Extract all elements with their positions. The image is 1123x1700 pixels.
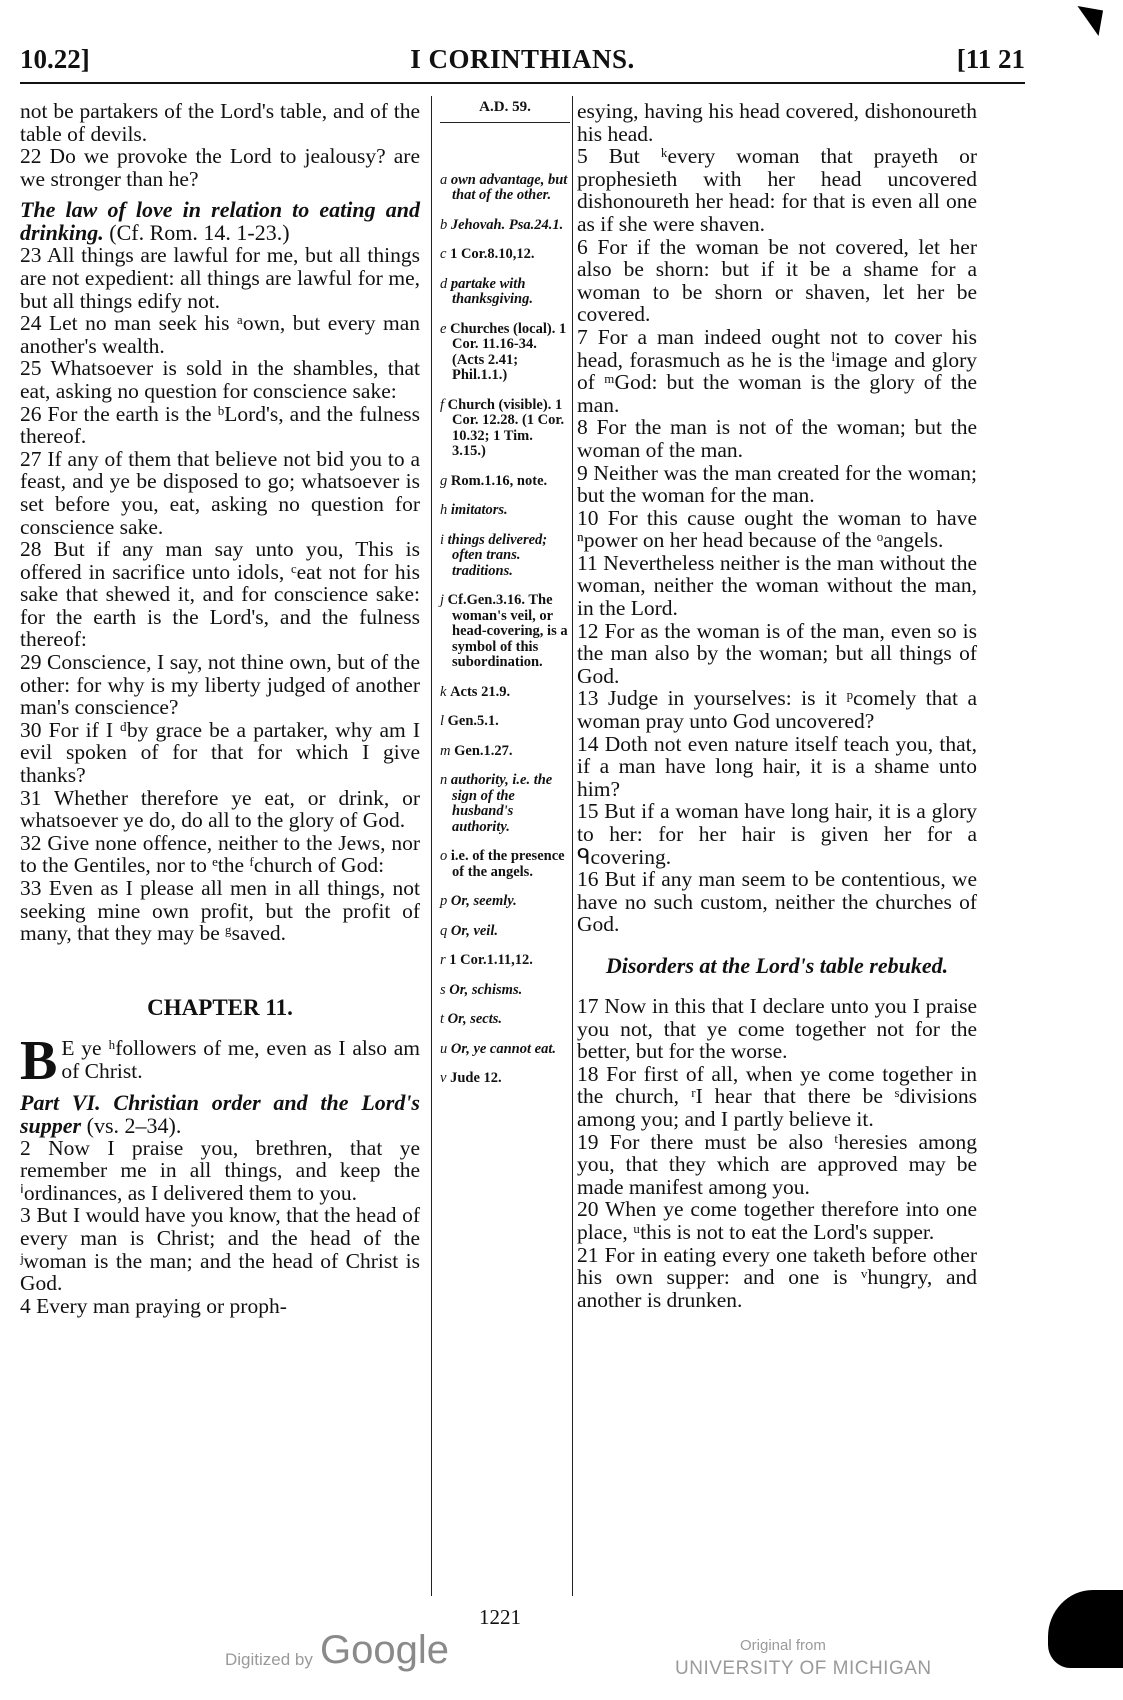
section-heading <box>20 198 420 244</box>
column-divider-left <box>431 96 432 1596</box>
note-text: Gen.1.27. <box>454 742 513 759</box>
note-text: Gen.5.1. <box>447 713 499 729</box>
note-text: Jude 12. <box>450 1070 502 1086</box>
marginal-note <box>440 322 570 384</box>
left-text-column <box>20 100 420 1317</box>
note-text: Or, seemly. <box>450 893 517 909</box>
marginal-note <box>440 503 570 519</box>
verse-paragraph: 18 For first of all, when ye come together in the church, ʳI hear that there be ˢdivisions among you; and I partly believe it. <box>577 1061 977 1131</box>
verse-paragraph: 15 But if a woman have long hair, it is a glory to her: for her hair is given her for a ᑫcovering. <box>577 799 977 869</box>
note-text: Church (visible). 1 Cor. 12.28. (1 Cor. 10.32; 1 Tim. 3.15.) <box>447 396 565 459</box>
header-rule <box>20 82 1025 84</box>
chapter-opening-text: E ye ʰfollowers of me, even as I also am of Christ. <box>61 1036 420 1083</box>
note-text: Or, schisms. <box>449 981 523 998</box>
verse-paragraph: 20 When ye come together therefore into one place, ᵘthis is not to eat the Lord's supper. <box>577 1197 977 1244</box>
marginal-note <box>440 1012 570 1028</box>
section-heading-reference: (Cf. Rom. 14. 1-23.) <box>103 220 290 246</box>
verse-paragraph: 10 For this cause ought the woman to have ⁿpower on her head because of the ᵒangels. <box>577 505 977 553</box>
note-key: o <box>440 848 448 864</box>
note-key: m <box>440 742 451 759</box>
note-key: u <box>440 1040 448 1057</box>
note-key: t <box>440 1011 445 1027</box>
verse-paragraph: 25 Whatsoever is sold in the shambles, that eat, asking no question for conscience sake: <box>20 356 420 403</box>
marginal-note <box>440 773 570 835</box>
verse-paragraph: 21 For in eating every one taketh before other his own supper: and one is ᵛhungry, and another is drunken. <box>577 1242 977 1312</box>
note-text: own advantage, but that of the other. <box>450 171 568 203</box>
note-text: imitators. <box>450 502 508 518</box>
digitized-by-label: Digitized by <box>225 1650 313 1669</box>
reference-column <box>440 100 570 1101</box>
verse-paragraph: 13 Judge in yourselves: is it ᵖcomely that a woman pray unto God uncovered? <box>577 686 977 734</box>
verse-paragraph: 12 For as the woman is of the man, even so is the man also by the woman; but all things of God. <box>577 618 977 688</box>
marginal-note <box>440 714 570 730</box>
chapter-opening-verse <box>20 1030 420 1093</box>
marginal-note <box>440 474 570 490</box>
scan-shadow <box>1048 1590 1123 1668</box>
google-logo: Google <box>320 1628 449 1672</box>
marginal-note <box>440 173 570 204</box>
verse-paragraph: 29 Conscience, I say, not thine own, but of the other: for why is my liberty judged of another man's conscience? <box>20 650 420 720</box>
section-heading-title: Part VI. Christian order and the Lord's supper <box>20 1089 420 1138</box>
page-number: 1221 <box>479 1605 521 1629</box>
note-key: c <box>440 246 447 262</box>
verse-paragraph: 6 For if the woman be not covered, let her also be shorn: but if it be a shame for a woman to be shorn or shaven, let her be covered. <box>577 234 977 327</box>
section-heading <box>20 1091 420 1137</box>
book-title: I CORINTHIANS. <box>410 44 635 74</box>
header-left-ref: 10.22] <box>20 44 90 74</box>
note-key: i <box>440 531 445 548</box>
note-key: a <box>440 171 448 188</box>
note-text: authority, i.e. the sign of the husband's authority. <box>450 772 553 835</box>
marginal-note <box>440 894 570 910</box>
note-text: things delivered; often trans. traditions. <box>447 531 548 579</box>
header-right-ref: [11 21 <box>956 44 1025 74</box>
note-key: g <box>440 472 448 489</box>
marginal-note <box>440 593 570 671</box>
note-key: p <box>440 893 448 909</box>
note-text: Or, sects. <box>447 1011 503 1027</box>
section-heading-reference: (vs. 2–34). <box>81 1112 182 1138</box>
note-key: k <box>440 683 447 700</box>
note-key: r <box>440 952 446 968</box>
verse-paragraph: 11 Nevertheless neither is the man without the woman, neither the woman without the man, in the Lord. <box>577 550 977 621</box>
verse-paragraph: 4 Every man praying or proph- <box>20 1293 287 1318</box>
note-key: n <box>440 772 448 788</box>
section-heading: Disorders at the Lord's table rebuked. <box>605 952 949 978</box>
marginal-note <box>440 277 570 308</box>
drop-cap: B <box>20 1030 58 1093</box>
verse-paragraph: 28 But if any man say unto you, This is offered in sacrifice unto idols, ᶜeat not for his sake that shewed it, and for conscience sake: for the earth is the Lord's, and the fulness thereof: <box>20 537 420 652</box>
marginal-note <box>440 924 570 940</box>
column-divider-right <box>572 96 573 1596</box>
verse-paragraph: 16 But if any man seem to be contentious, we have no such custom, neither the churches of God. <box>577 867 977 937</box>
section-heading-title: The law of love in relation to eating and drinking. <box>20 197 420 246</box>
verse-paragraph: 26 For the earth is the ᵇLord's, and the fulness thereof. <box>20 401 420 449</box>
note-key: l <box>440 713 445 729</box>
marginal-notes <box>440 173 570 1087</box>
verse-paragraph: 32 Give none offence, neither to the Jews, nor to the Gentiles, nor to ᵉthe ᶠchurch of God: <box>20 830 420 878</box>
corner-arrow-icon <box>1073 6 1103 36</box>
verse-paragraph: 19 For there must be also ᵗheresies among you, that they which are approved may be made manifest among you. <box>577 1129 977 1199</box>
date-label: A.D. 59. <box>440 100 570 123</box>
marginal-note <box>440 1071 570 1087</box>
right-text-column <box>577 100 977 1311</box>
verse-paragraph: 27 If any of them that believe not bid you to a feast, and ye be disposed to go; whatsoever is set before you, eat, asking no question for conscience sake. <box>20 446 420 539</box>
note-text: i.e. of the presence of the angels. <box>450 848 565 880</box>
note-text: Or, veil. <box>450 922 498 939</box>
verse-paragraph: 7 For a man indeed ought not to cover his head, forasmuch as he is the ˡimage and glory of ᵐGod: but the woman is the glory of the man. <box>577 324 977 417</box>
note-text: Churches (local). 1 Cor. 11.16-34. (Acts 2.41; Phil.1.1.) <box>450 320 567 383</box>
marginal-note <box>440 1042 570 1058</box>
verse-paragraph: 14 Doth not even nature itself teach you, that, if a man have long hair, it is a shame unto him? <box>577 731 977 801</box>
note-text: Jehovah. Psa.24.1. <box>450 216 564 233</box>
chapter-heading: CHAPTER 11. <box>147 994 293 1020</box>
original-from-label: Original from <box>740 1637 826 1654</box>
verse-paragraph: 17 Now in this that I declare unto you I praise you not, that ye come together not for the better, but for the worse. <box>577 993 977 1064</box>
marginal-note <box>440 685 570 701</box>
verse-paragraph: 3 But I would have you know, that the head of every man is Christ; and the head of the ʲwoman is the man; and the head of Christ is God. <box>20 1203 420 1296</box>
note-key: b <box>440 216 448 233</box>
note-key: s <box>440 981 446 998</box>
marginal-note <box>440 744 570 760</box>
note-key: h <box>440 502 448 518</box>
verse-paragraph: 33 Even as I please all men in all things, not seeking mine own profit, but the profit of many, that they may be ᵍsaved. <box>20 876 420 946</box>
note-key: d <box>440 275 448 292</box>
note-key: f <box>440 396 445 413</box>
institution-label: UNIVERSITY OF MICHIGAN <box>675 1658 932 1679</box>
verse-paragraph: 9 Neither was the man created for the woman; but the woman for the man. <box>577 460 977 508</box>
marginal-note <box>440 953 570 969</box>
note-text: Acts 21.9. <box>450 683 511 700</box>
note-key: j <box>440 592 445 608</box>
note-text: 1 Cor.8.10,12. <box>450 246 535 262</box>
verse-paragraph: 22 Do we provoke the Lord to jealousy? are we stronger than he? <box>20 144 420 191</box>
marginal-note <box>440 247 570 263</box>
note-text: Rom.1.16, note. <box>450 472 548 489</box>
verse-paragraph: 2 Now I praise you, brethren, that ye remember me in all things, and keep the ⁱordinances, as I delivered them to you. <box>20 1135 420 1205</box>
verse-paragraph: 24 Let no man seek his ᵃown, but every man another's wealth. <box>20 311 420 358</box>
verse-paragraph: 5 But ᵏevery woman that prayeth or prophesieth with her head uncovered dishonoureth her head: for that is even all one as if she were shaven. <box>577 144 977 236</box>
verse-paragraph: 30 For if I ᵈby grace be a partaker, why am I evil spoken of for that for which I give thanks? <box>20 717 420 788</box>
verse-paragraph: 8 For the man is not of the woman; but the woman of the man. <box>577 415 977 462</box>
verse-paragraph: esying, having his head covered, dishonoureth his head. <box>577 99 977 146</box>
marginal-note <box>440 983 570 999</box>
marginal-note <box>440 849 570 880</box>
marginal-note <box>440 533 570 580</box>
running-header <box>20 44 1025 84</box>
marginal-note <box>440 398 570 460</box>
verse-paragraph: not be partakers of the Lord's table, and of the table of devils. <box>20 99 420 146</box>
note-text: 1 Cor.1.11,12. <box>449 952 533 968</box>
note-text: Cf.Gen.3.16. The woman's veil, or head-covering, is a symbol of this subordination. <box>447 592 568 670</box>
note-text: Or, ye cannot eat. <box>450 1040 556 1057</box>
note-key: e <box>440 320 447 337</box>
marginal-note <box>440 218 570 234</box>
note-key: v <box>440 1070 447 1086</box>
note-text: partake with thanksgiving. <box>450 275 533 307</box>
verse-paragraph: 31 Whether therefore ye eat, or drink, or whatsoever ye do, do all to the glory of God. <box>20 785 420 833</box>
verse-paragraph: 23 All things are lawful for me, but all things are not expedient: all things are lawful for me, but all things edify not. <box>20 243 420 313</box>
note-key: q <box>440 922 448 939</box>
